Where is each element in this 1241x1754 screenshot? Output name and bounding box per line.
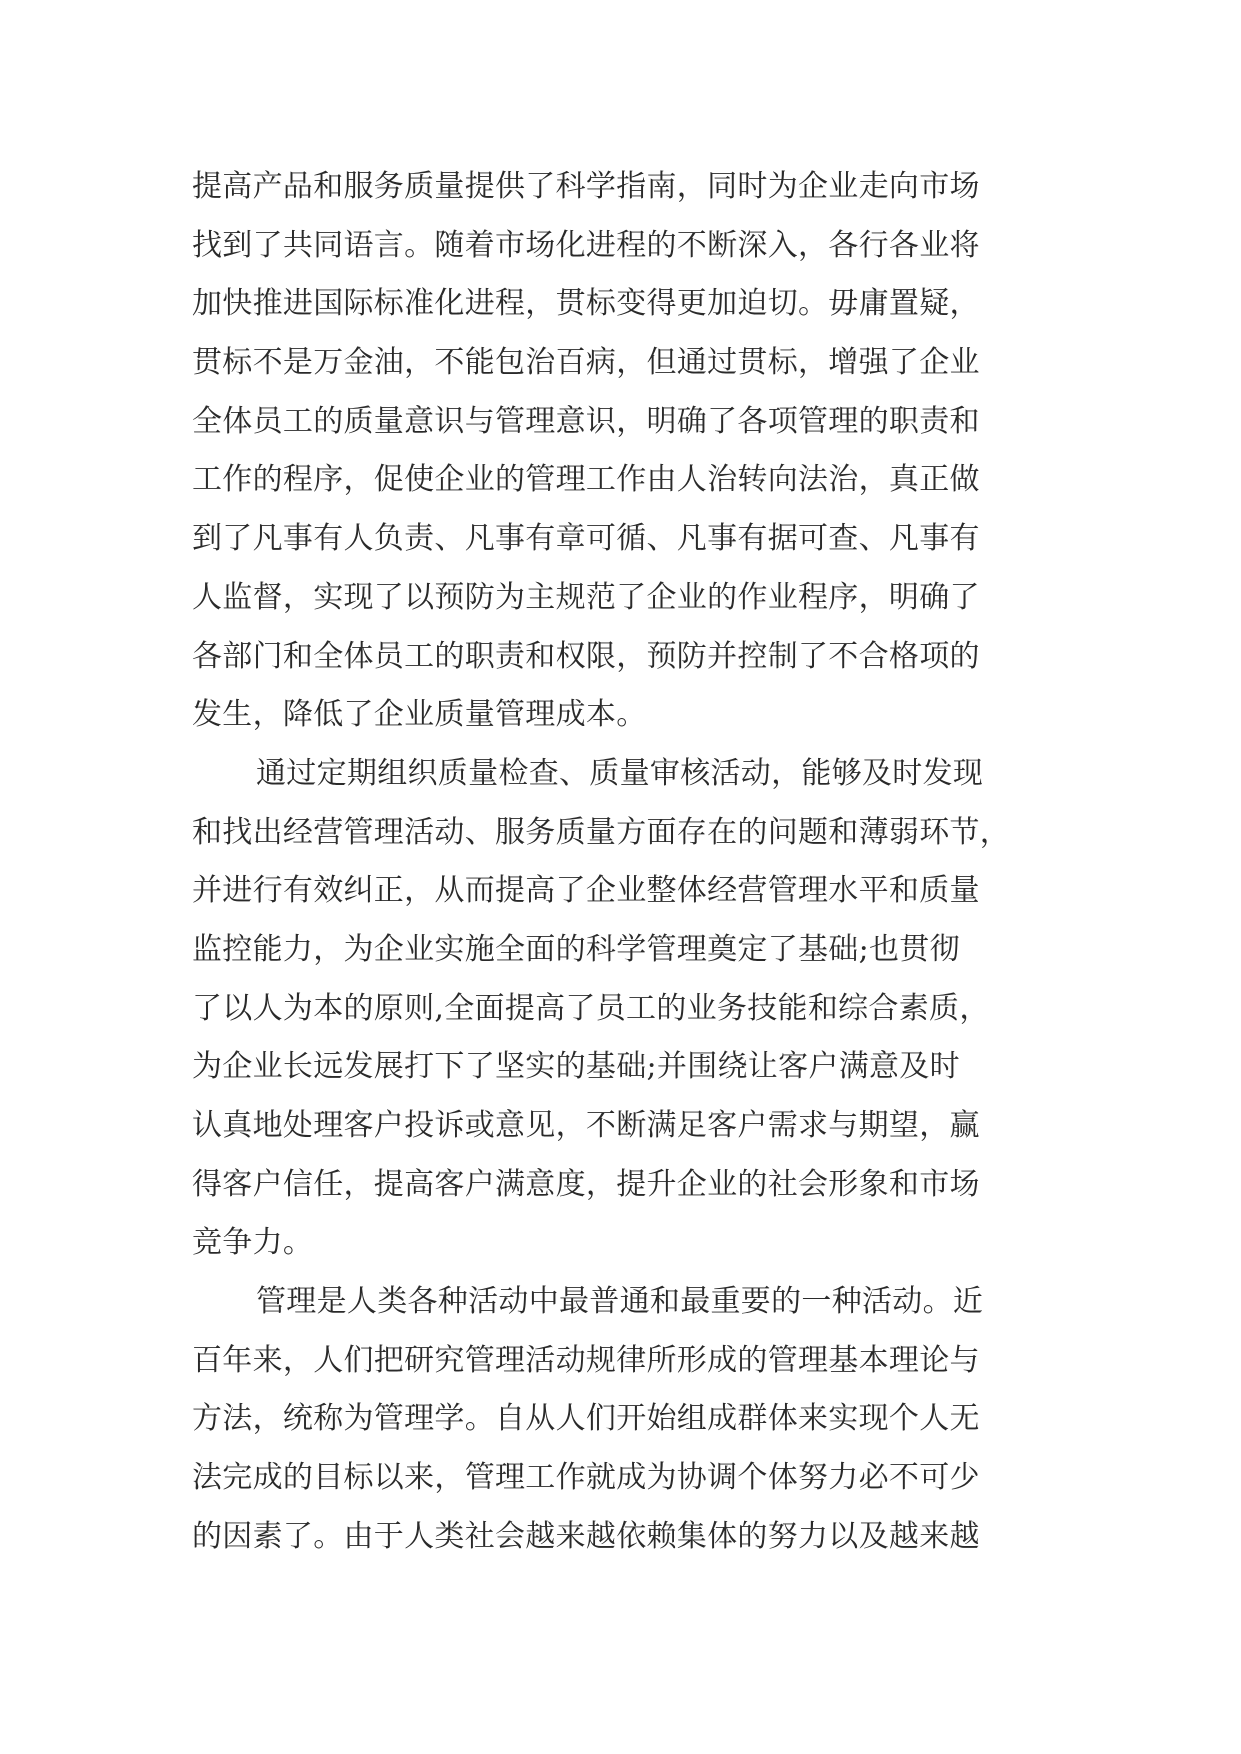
text-line: 并进行有效纠正，从而提高了企业整体经营管理水平和质量	[192, 873, 980, 909]
text-line: 加快推进国际标准化进程，贯标变得更加迫切。毋庸置疑，	[192, 286, 980, 322]
text-line: 到了凡事有人负责、凡事有章可循、凡事有据可查、凡事有	[192, 521, 980, 557]
text-line: 认真地处理客户投诉或意见，不断满足客户需求与期望，赢	[192, 1108, 980, 1143]
text-line: 人监督，实现了以预防为主规范了企业的作业程序，明确了	[192, 579, 980, 615]
text-line: 竞争力。	[192, 1225, 314, 1261]
text-line: 提高产品和服务质量提供了科学指南，同时为企业走向市场	[192, 169, 980, 204]
text-line: 得客户信任，提高客户满意度，提升企业的社会形象和市场	[192, 1166, 980, 1202]
text-line: 贯标不是万金油，不能包治百病，但通过贯标，增强了企业	[192, 345, 980, 381]
text-line: 为企业长远发展打下了坚实的基础;并围绕让客户满意及时	[192, 1049, 960, 1085]
text-line: 的因素了。由于人类社会越来越依赖集体的努力以及越来越	[192, 1518, 980, 1554]
text-line: 通过定期组织质量检查、质量审核活动，能够及时发现	[256, 755, 984, 791]
text-line: 方法，统称为管理学。自从人们开始组成群体来实现个人无	[192, 1401, 980, 1437]
text-line: 百年来，人们把研究管理活动规律所形成的管理基本理论与	[192, 1342, 980, 1378]
document-body	[192, 158, 1072, 1567]
text-line: 工作的程序，促使企业的管理工作由人治转向法治，真正做	[192, 462, 980, 498]
text-line: 管理是人类各种活动中最普通和最重要的一种活动。近	[256, 1284, 984, 1320]
text-line: 法完成的目标以来，管理工作就成为协调个体努力必不可少	[192, 1460, 980, 1496]
text-line: 全体员工的质量意识与管理意识，明确了各项管理的职责和	[192, 403, 980, 439]
text-line: 各部门和全体员工的职责和权限，预防并控制了不合格项的	[192, 638, 980, 674]
text-line: 了以人为本的原则,全面提高了员工的业务技能和综合素质，	[192, 990, 990, 1026]
text-line: 监控能力，为企业实施全面的科学管理奠定了基础;也贯彻	[192, 931, 960, 967]
text-line: 发生，降低了企业质量管理成本。	[192, 697, 647, 733]
text-line: 和找出经营管理活动、服务质量方面存在的问题和薄弱环节，	[192, 814, 1011, 850]
text-line: 找到了共同语言。随着市场化进程的不断深入，各行各业将	[192, 227, 980, 263]
